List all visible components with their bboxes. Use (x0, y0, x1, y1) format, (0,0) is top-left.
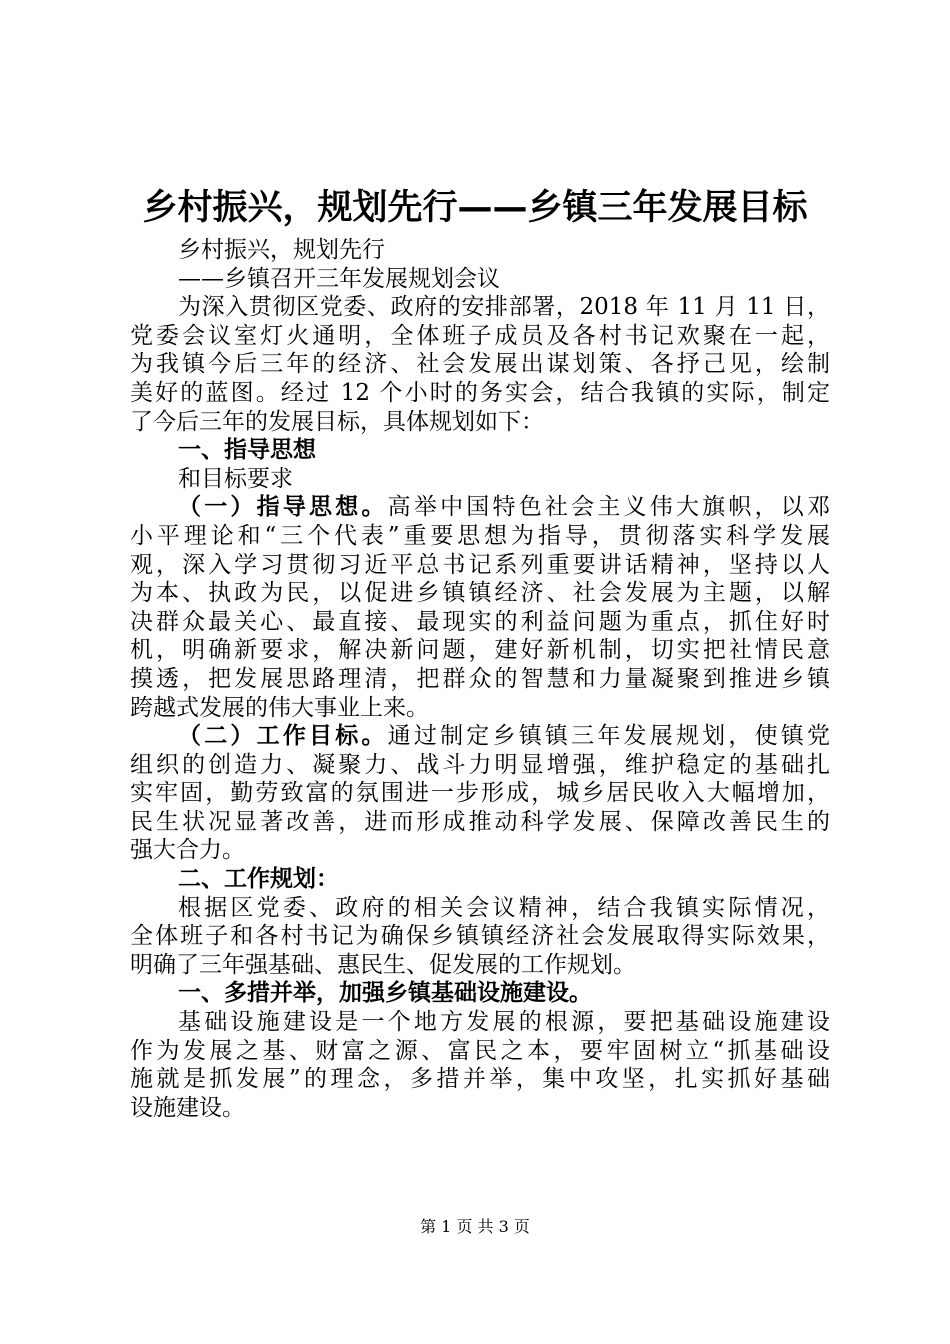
text-line: 为我镇今后三年的经济、社会发展出谋划策、各抒己见，绘制 (130, 351, 830, 378)
text-line: 为本、执政为民，以促进乡镇镇经济、社会发展为主题，以解 (130, 580, 830, 607)
text-line: 机，明确新要求，解决新问题，建好新机制，切实把社情民意 (130, 637, 830, 664)
text-line: 了今后三年的发展目标，具体规划如下： (130, 408, 544, 435)
text-line: 作为发展之基、财富之源、富民之本，要牢固树立“抓基础设 (130, 1037, 830, 1064)
text-line (130, 722, 830, 751)
text-line: 实牢固，勤劳致富的氛围进一步形成，城乡居民收入大幅增加， (130, 780, 830, 807)
section-heading: 二、工作规划： (178, 866, 339, 893)
text-line: 摸透，把发展思路理清，把群众的智慧和力量凝聚到推进乡镇 (130, 665, 830, 692)
text-line: 观，深入学习贯彻习近平总书记系列重要讲话精神，坚持以人 (130, 551, 830, 578)
text-line: 民生状况显著改善，进而形成推动科学发展、保障改善民生的 (130, 808, 830, 835)
text-line: 明确了三年强基础、惠民生、促发展的工作规划。 (130, 951, 636, 978)
section-heading: 一、多措并举，加强乡镇基础设施建设。 (178, 980, 592, 1007)
text-line: 小平理论和“三个代表”重要思想为指导，贯彻落实科学发展 (130, 522, 830, 549)
text-line: 为深入贯彻区党委、政府的安排部署，2018 年 11 月 11 日， (178, 294, 830, 321)
subtitle-line: 乡村振兴，规划先行 (178, 237, 385, 263)
paragraph-heading: （二）工作目标。 (178, 723, 388, 750)
document-body (130, 236, 830, 1122)
text-span: 通过制定乡镇镇三年发展规划，使镇党 (387, 723, 831, 750)
page-footer: 第 1 页 共 3 页 (420, 1217, 530, 1236)
text-line: 美好的蓝图。经过 12 个小时的务实会，结合我镇的实际，制定 (130, 379, 830, 406)
text-span: 高举中国特色社会主义伟大旗帜，以邓 (387, 494, 831, 521)
text-line (130, 493, 830, 522)
subtitle-line: ——乡镇召开三年发展规划会议 (178, 265, 500, 292)
text-line: 根据区党委、政府的相关会议精神，结合我镇实际情况， (178, 894, 830, 921)
text-line: 施就是抓发展”的理念，多措并举，集中攻坚，扎实抓好基础 (130, 1066, 830, 1093)
text-line: 跨越式发展的伟大事业上来。 (130, 694, 429, 721)
text-line: 设施建设。 (130, 1094, 245, 1121)
section-heading-continuation: 和目标要求 (178, 465, 293, 492)
text-line: 全体班子和各村书记为确保乡镇镇经济社会发展取得实际效果， (130, 923, 830, 950)
text-line: 组织的创造力、凝聚力、战斗力明显增强，维护稳定的基础扎 (130, 751, 830, 778)
text-line: 基础设施建设是一个地方发展的根源，要把基础设施建设 (178, 1009, 830, 1036)
text-line: 党委会议室灯火通明，全体班子成员及各村书记欢聚在一起， (130, 322, 830, 349)
document-title: 乡村振兴，规划先行——乡镇三年发展目标 (142, 188, 808, 228)
text-line: 决群众最关心、最直接、最现实的利益问题为重点，抓住好时 (130, 608, 830, 635)
section-heading: 一、指导思想 (178, 437, 316, 464)
text-line: 强大合力。 (130, 837, 245, 864)
paragraph-heading: （一）指导思想。 (178, 494, 388, 521)
